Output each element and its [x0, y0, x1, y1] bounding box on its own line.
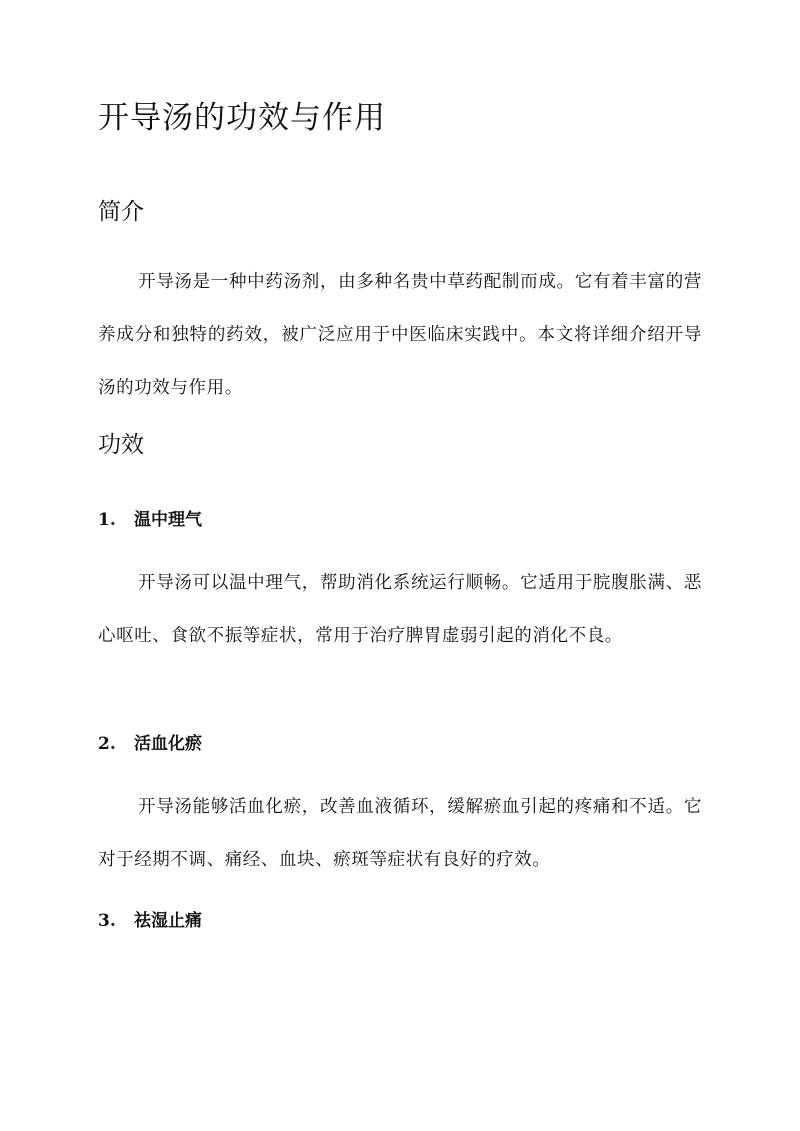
intro-heading: 简介 — [98, 199, 144, 225]
effect-3-number: 3. — [98, 911, 116, 931]
effect-3-heading — [98, 908, 202, 934]
effects-heading: 功效 — [98, 432, 144, 458]
document-title: 开导汤的功效与作用 — [98, 100, 386, 136]
intro-paragraph: 开导汤是一种中药汤剂，由多种名贵中草药配制而成。它有着丰富的营养成分和独特的药效，被广泛应用于中医临床实践中。本文将详细介绍开导汤的功效与作用。 — [98, 272, 702, 398]
effect-2-title: 活血化瘀 — [134, 734, 202, 754]
effect-3-title: 祛湿止痛 — [134, 911, 202, 931]
effect-1-title: 温中理气 — [134, 510, 202, 530]
effect-2-paragraph: 开导汤能够活血化瘀，改善血液循环，缓解瘀血引起的疼痛和不适。它对于经期不调、痛经、血块、瘀斑等症状有良好的疗效。 — [98, 797, 702, 870]
effect-1-paragraph: 开导汤可以温中理气，帮助消化系统运行顺畅。它适用于脘腹胀满、恶心呕吐、食欲不振等症状，常用于治疗脾胃虚弱引起的消化不良。 — [98, 573, 702, 646]
effect-1-number: 1. — [98, 510, 116, 530]
effect-2-number: 2. — [98, 734, 116, 754]
effect-1-heading — [98, 507, 202, 533]
effect-2-heading — [98, 731, 202, 757]
